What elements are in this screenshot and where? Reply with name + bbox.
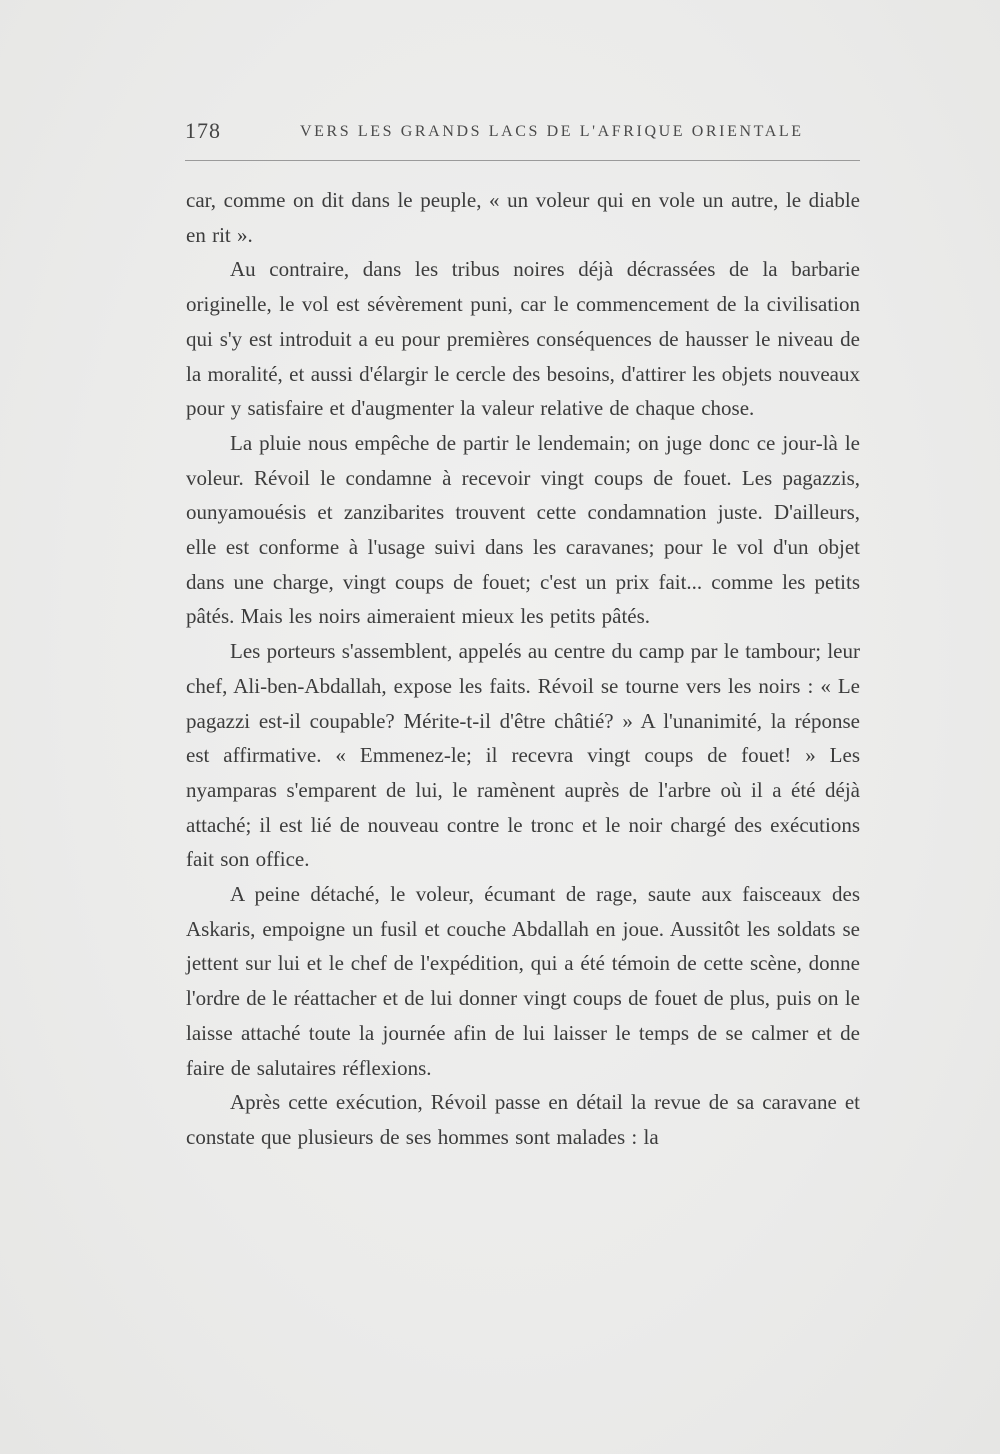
paragraph-1: car, comme on dit dans le peuple, « un voleur qui en vole un autre, le diable en rit ». [186,188,860,247]
paragraph-3: La pluie nous empêche de partir le lendemain; on juge donc ce jour-là le voleur. Révoil le condamne à recevoir vingt coups de fouet. Les pagazzis, ounyamouésis et zanzibarites trouvent cette condamnation juste. D'ailleurs, elle est conforme à l'usage suivi dans les caravanes; pour le vol d'un objet dans une charge, vingt coups de fouet; c'est un prix fait... comme les petits pâtés. Mais les noirs aimeraient mieux les petits pâtés. [186,430,860,629]
running-title: VERS LES GRANDS LACS DE L'AFRIQUE ORIENTALE [300,123,804,140]
paragraph-5: A peine détaché, le voleur, écumant de rage, saute aux faisceaux des Askaris, empoigne un fusil et couche Abdallah en joue. Aussitôt les soldats se jettent sur lui et le chef de l'expédition, qui a été témoin de cette scène, donne l'ordre de le réattacher et de lui donner vingt coups de fouet de plus, puis on le laisse attaché toute la journée afin de lui laisser le temps de se calmer et de faire de salutaires réflexions. [186,882,860,1080]
paragraph-2: Au contraire, dans les tribus noires déjà décrassées de la barbarie originelle, le vol est sévèrement puni, car le commencement de la civilisation qui s'y est introduit a eu pour premières conséquences de hausser le niveau de la moralité, et aussi d'élargir le cercle des besoins, d'attirer les objets nouveaux pour y satisfaire et d'augmenter la valeur relative de chaque chose. [186,257,860,421]
header-rule [185,160,860,161]
page-number: 178 [185,118,221,143]
body-text [186,183,860,1155]
paragraph-6: Après cette exécution, Révoil passe en détail la revue de sa caravane et constate que plusieurs de ses hommes sont malades : la [186,1090,860,1149]
page-header [185,116,860,148]
paragraph-4: Les porteurs s'assemblent, appelés au centre du camp par le tambour; leur chef, Ali-ben-Abdallah, expose les faits. Révoil se tourne vers les noirs : « Le pagazzi est-il coupable? Mérite-t-il d'être châtié? » A l'unanimité, la réponse est affirmative. « Emmenez-le; il recevra vingt coups de fouet! » Les nyamparas s'emparent de lui, le ramènent auprès de l'arbre où il a été déjà attaché; il est lié de nouveau contre le tronc et le noir chargé des exécutions fait son office. [186,639,860,872]
